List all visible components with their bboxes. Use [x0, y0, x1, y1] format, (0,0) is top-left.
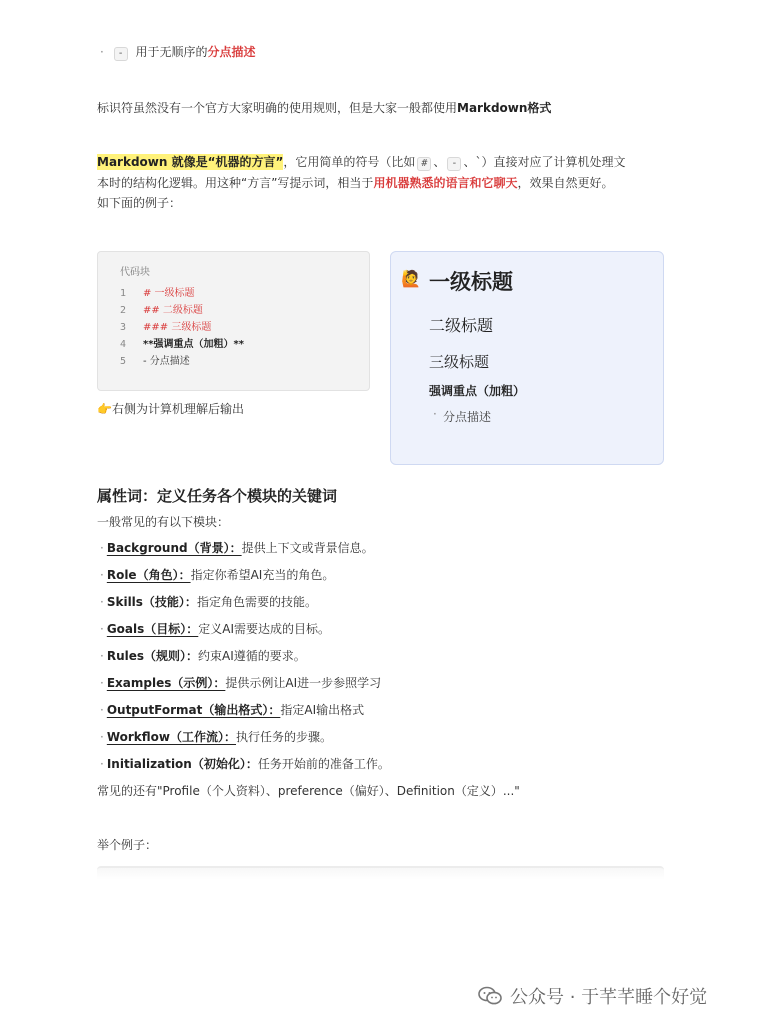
markdown-format-text: Markdown格式	[457, 101, 552, 115]
line-number: 3	[120, 322, 127, 333]
list-item	[100, 648, 306, 664]
paragraph-text: 、`）直接对应了计算机处理文	[463, 155, 626, 169]
caption-text: 右侧为计算机理解后输出	[111, 402, 244, 416]
bullet-dot: ·	[100, 595, 104, 609]
item-desc: 约束AI遵循的要求。	[198, 649, 306, 663]
code-block-title: 代码块	[120, 267, 150, 278]
item-desc: 提供示例让AI进一步参照学习	[225, 676, 382, 690]
rendered-h2: 二级标题	[429, 316, 494, 335]
list-item	[100, 567, 334, 583]
rendered-output-panel	[390, 251, 664, 465]
item-term: Role（角色）：	[106, 568, 191, 582]
item-desc: 指定AI输出格式	[280, 703, 365, 717]
code-text: ### 三级标题	[143, 322, 212, 333]
bullet-dot: ·	[100, 45, 104, 59]
item-term: Rules（规则）：	[106, 649, 199, 663]
item-desc: 提供上下文或背景信息。	[241, 541, 374, 555]
rendered-bullet-dot: ·	[433, 407, 437, 421]
bullet-dot: ·	[100, 568, 104, 582]
inline-code-dash: -	[447, 157, 461, 171]
bullet-dot: ·	[100, 703, 104, 717]
list-item	[100, 540, 374, 556]
list-item	[100, 729, 332, 745]
list-item	[100, 702, 364, 718]
line-number: 4	[120, 339, 127, 350]
section-intro: 一般常见的有以下模块：	[97, 515, 230, 529]
line-number: 2	[120, 305, 127, 316]
rendered-h1: 一级标题	[429, 270, 513, 294]
bullet-dot: ·	[100, 622, 104, 636]
paragraph-line-3	[97, 195, 181, 211]
code-line	[120, 338, 244, 351]
separator: 、	[433, 155, 446, 169]
list-item	[100, 675, 381, 691]
item-term: Skills（技能）：	[106, 595, 197, 609]
item-desc: 指定你希望AI充当的角色。	[190, 568, 335, 582]
code-text: # 一级标题	[143, 288, 195, 299]
also-common-line: 常见的还有"Profile（个人资料）、preference（偏好）、Definition（定义）..."	[97, 784, 520, 798]
bullet-dot: ·	[100, 649, 104, 663]
code-text: **强调重点（加粗）**	[143, 339, 244, 350]
item-desc: 定义AI需要达成的目标。	[198, 622, 331, 636]
line-text: 用于无顺序的	[135, 45, 208, 59]
example-box-top	[97, 866, 664, 880]
code-line	[120, 304, 203, 317]
item-term: OutputFormat（输出格式）：	[106, 703, 281, 717]
code-line	[120, 355, 190, 368]
line-red-text: 分点描述	[207, 45, 256, 59]
bullet-dot: ·	[100, 730, 104, 744]
paragraph-line-1	[97, 154, 625, 171]
paragraph-line-2	[97, 175, 613, 191]
inline-code-hash: #	[417, 157, 431, 171]
pointing-hand-icon: 👉	[97, 402, 112, 416]
bullet-dot: ·	[100, 757, 104, 771]
line-text: 标识符虽然没有一个官方大家明确的使用规则，但是大家一般都使用	[97, 101, 458, 115]
bullet-dot: ·	[100, 676, 104, 690]
markdown-usage-line	[97, 100, 551, 116]
paragraph-text: 如下面的例子：	[97, 196, 182, 210]
red-emphasis-text: 用机器熟悉的语言和它聊天	[373, 176, 518, 190]
code-line	[120, 287, 195, 300]
item-desc: 任务开始前的准备工作。	[257, 757, 390, 771]
item-term: Examples（示例）：	[106, 676, 226, 690]
paragraph-text: ，它用简单的符号（比如	[283, 155, 416, 169]
code-line	[120, 321, 211, 334]
code-text: ## 二级标题	[143, 305, 203, 316]
watermark	[478, 983, 707, 1009]
item-term: Initialization（初始化）：	[106, 757, 258, 771]
item-desc: 执行任务的步骤。	[236, 730, 333, 744]
watermark-text: 公众号 · 于芊芊睡个好觉	[510, 987, 708, 1008]
bullet-dot: ·	[100, 541, 104, 555]
code-block	[97, 251, 370, 391]
output-caption	[97, 401, 244, 417]
section-heading: 属性词：定义任务各个模块的关键词	[97, 487, 338, 505]
item-term: Goals（目标）：	[106, 622, 199, 636]
wechat-icon	[478, 986, 502, 1006]
item-term: Workflow（工作流）：	[106, 730, 237, 744]
rendered-h3: 三级标题	[429, 353, 490, 371]
list-item	[100, 756, 390, 772]
bullet-line-unordered	[100, 44, 256, 61]
rendered-bold: 强调重点（加粗）	[429, 384, 526, 398]
person-emoji-icon: 🙋	[401, 269, 421, 288]
line-number: 1	[120, 288, 127, 299]
code-text: - 分点描述	[143, 356, 190, 367]
paragraph-text: 本时的结构化逻辑。用这种“方言”写提示词，相当于	[97, 176, 374, 190]
inline-code-dash: -	[114, 47, 128, 61]
example-label: 举个例子：	[97, 838, 158, 852]
paragraph-text: ，效果自然更好。	[517, 176, 614, 190]
list-item	[100, 621, 330, 637]
list-item	[100, 594, 317, 610]
highlighted-phrase: Markdown 就像是“机器的方言”	[97, 155, 284, 169]
rendered-bullet: 分点描述	[443, 410, 492, 424]
item-desc: 指定角色需要的技能。	[196, 595, 317, 609]
line-number: 5	[120, 356, 127, 367]
item-term: Background（背景）：	[106, 541, 242, 555]
